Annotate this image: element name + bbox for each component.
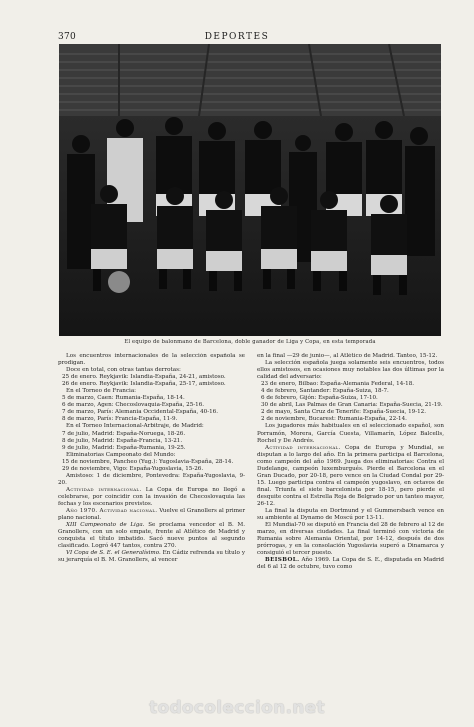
team-photo xyxy=(59,44,441,336)
paragraph-lead: Año 1970. Actividad nacional. xyxy=(66,508,158,515)
paragraph-text: 2 de mayo, Santa Cruz de Tenerife: España-Suecia, 19-12. xyxy=(261,409,426,416)
photo-caption: El equipo de balonmano de Barcelona, doble ganador de Liga y Copa, en esta temporada xyxy=(124,339,376,345)
paragraph xyxy=(257,522,444,557)
paragraph-text: Amistoso: 1 de diciembre, Pontevedra: España-Yugoslavia, 9-20. xyxy=(58,472,245,486)
paragraph xyxy=(257,423,444,444)
left-column xyxy=(58,353,245,706)
paragraph-text: La Copa de Europa no llegó a celebrarse, por coincidir con la invasión de Checoslovaquia las fechas y los escenarios previstos. xyxy=(58,486,245,507)
paragraph xyxy=(257,360,444,381)
page-number: 370 xyxy=(58,32,77,42)
paragraph-text: 9 de julio, Madrid: España-Rumania, 19-25. xyxy=(62,444,186,451)
right-column xyxy=(257,353,444,706)
paragraph-text: 23 de enero, Bilbao: España-Alemania Federal, 14-18. xyxy=(261,381,415,388)
paragraph xyxy=(58,459,245,466)
paragraph-text: en la final —29 de junio—, al Atlético de Madrid. Tanteo, 15-12. xyxy=(257,353,438,359)
paragraph xyxy=(58,508,245,522)
paragraph-text: 30 de abril, Las Palmas de Gran Canaria: España-Suecia, 21-19. xyxy=(261,402,443,409)
section-header: DEPORTES xyxy=(204,32,270,42)
paragraph xyxy=(58,452,245,459)
paragraph xyxy=(58,522,245,550)
paragraph-text: Doce en total, con otras tantas derrotas: xyxy=(66,367,181,374)
paragraph xyxy=(58,416,245,423)
paragraph-text: 2 de noviembre, Bucarest: Rumania-España, 22-14. xyxy=(261,416,407,423)
paragraph-text: 8 de marzo, París: Francia-España, 11-9. xyxy=(62,416,178,423)
article-body xyxy=(58,353,444,706)
watermark: todocoleccion.net xyxy=(149,698,325,718)
paragraph xyxy=(58,381,245,388)
paragraph-lead: Actividad internacional. xyxy=(66,486,142,493)
paragraph xyxy=(58,423,245,430)
paragraph-text: 7 de marzo, París: Alemania Occidental-España, 40-16. xyxy=(62,409,218,416)
paragraph-text: Eliminatorias Campeonato del Mundo: xyxy=(66,451,176,458)
paragraph-text: Año 1969. La Copa de S. E., disputada en Madrid del 6 al 12 de octubre, tuvo como xyxy=(257,557,444,571)
paragraph xyxy=(257,508,444,522)
paragraph-text: El Mundial-70 se disputó en Francia del 28 de febrero al 12 de marzo, en diversas ciudades. La final terminó con victoria de Rumania sobre Alemania Oriental, por 14-12, después de dos prórrogas, y en la consolación Yugoslavia superó a Dinamarca y consiguió el tercer puesto. xyxy=(257,522,444,557)
paragraph-text: 25 de enero. Reykjavik: Islandia-España, 24-21, amistoso. xyxy=(62,374,226,381)
paragraph-text: Copa de Europa y Mundial, se disputan a lo largo del año. En la primera participa el Barcelona, como campeón del año 1969. Juega dos eliminatorias: Contra el Dudelange, campeón luxemburgués. Pierde el Barcelona en el Gran Ducado, por 20-18, pero vence en la Ciudad Condal por 29-15. Luego participa contra el campeón yugoslavo, en octavos de final. Triunfa el siete barcelonista por 18-15, pero pierde el desquite contra el Estrella Roja de Belgrado por un tanteo mayor, 26-12. xyxy=(257,444,444,507)
paragraph-text: En el Torneo Internacional-Arbitraje, de Madrid: xyxy=(66,423,204,430)
paragraph xyxy=(58,487,245,508)
paragraph-text: La final la disputa en Dortmund y el Gummersbach vence en su ambiente al Dynamo de Moscú por 13-11. xyxy=(257,508,444,522)
paragraph xyxy=(58,473,245,487)
paragraph xyxy=(257,557,444,571)
paragraph xyxy=(58,431,245,438)
paragraph xyxy=(257,353,444,360)
paragraph-text: Los jugadores más habituales en el seleccionado español, son Porramón, Morera, García Cuesta, Villamarín, López Balcells, Rochel y De Andrés. xyxy=(257,423,444,444)
paragraph xyxy=(58,445,245,452)
paragraph xyxy=(58,466,245,473)
paragraph-text: 7 de julio, Madrid: España-Noruega, 18-26. xyxy=(62,430,186,437)
paragraph-text: 6 de marzo, Agen: Checoslovaquia-España, 25-16. xyxy=(62,402,205,409)
paragraph xyxy=(58,438,245,445)
paragraph-text: 6 de febrero, Gijón: España-Suiza, 17-10. xyxy=(261,395,378,402)
paragraph-text: 15 de noviembre, Pancheo (Yug.): Yugoslavia-España, 28-14. xyxy=(62,458,234,465)
paragraph xyxy=(58,550,245,564)
paragraph-lead: VI Copa de S. E. el Generalísimo. xyxy=(66,550,161,557)
paragraph-text: En Cádiz refrenda su título y su jerarquía el B. M. Granollers, al vencer xyxy=(58,550,245,564)
paragraph-text: 5 de marzo, Caen: Rumania-España, 18-14. xyxy=(62,395,185,402)
paragraph-text: Vuelve el Granollers al primer plano nacional. xyxy=(58,508,246,522)
paragraph-text: Se proclama vencedor el B. M. Granollers, con un solo empate, frente al Atlético de Madrid y conquista el título imbatido. Sacó nueve puntos al segundo clasificado. Logró 447 tantos, contra 270. xyxy=(58,522,246,550)
paragraph-text: En el Torneo de Francia: xyxy=(66,388,137,395)
paragraph-text: 8 de julio, Madrid: España-Francia, 13-21. xyxy=(62,437,183,444)
paragraph xyxy=(58,353,245,367)
paragraph-text: La selección española juega solamente seis encuentros, todos ellos amistosos, en ocasiones muy notables las dos últimas por la calidad del adversario: xyxy=(257,360,444,381)
paragraph-text: 26 de enero. Reykjavik: Islandia-España, 25-17, amistoso. xyxy=(62,381,226,388)
paragraph-text: 4 de febrero, Santander: España-Suiza, 18-7. xyxy=(261,388,389,395)
paragraph-lead: XIII Campeonato de Liga. xyxy=(66,522,145,529)
paragraph-lead: BEISBOL. xyxy=(265,557,300,564)
paragraph-text: 29 de noviembre, Vigo: España-Yugoslavia, 15-26. xyxy=(62,465,204,472)
paragraph-lead: Actividad internacional. xyxy=(265,444,341,451)
paragraph-text: Los encuentros internacionales de la selección española se prodigan. xyxy=(58,353,245,367)
paragraph xyxy=(257,445,444,508)
